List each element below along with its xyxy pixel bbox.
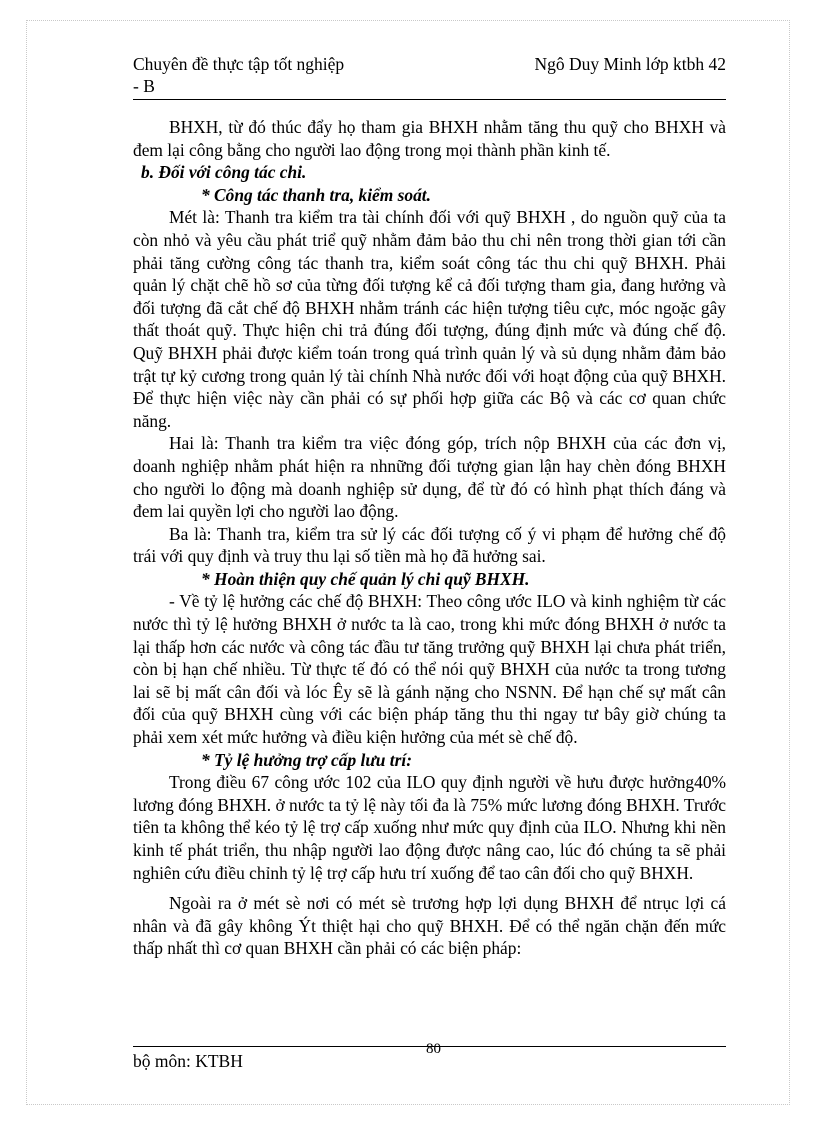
paragraph-bhxh-intro: BHXH, từ đó thúc đẩy họ tham gia BHXH nhằm tăng thu quỹ cho BHXH và đem lại công bằng cho người lao động trong mọi thành phần kinh tế. [133,117,726,160]
page-footer [133,1041,726,1073]
paragraph-third-point: Ba là: Thanh tra, kiểm tra sử lý các đối tượng cố ý vi phạm để hưởng chế độ trái với quy định và truy thu lại số tiền mà họ đã hưởng sai. [133,523,726,567]
document-body [133,116,726,960]
header-title-right: Ngô Duy Minh lớp ktbh 42 [534,54,726,74]
header-title-continuation: - B [133,76,155,96]
page-header [133,52,726,100]
paragraph-ilo-convention: Trong điều 67 công ước 102 của ILO quy định người về hưu được hưởng40% lương đóng BHXH. ở nước ta tỷ lệ này tối đa là 75% mức lương đóng BHXH. Trước tiên ta không thể kéo tỷ lệ trợ cấp xuống như mức quy định của ILO. Nhưng khi nền kinh tế phát triển, thu nhập người lao động được nâng cao, lúc đó chúng ta sẽ phải nghiên cứu điều chỉnh tỷ lệ trợ cấp hưu trí xuống để tao cân đối cho quỹ BHXH. [133,772,726,883]
paragraph-abuse-prevention: Ngoài ra ở mét sè nơi có mét sè trương hợp lợi dụng BHXH để ntrục lợi cá nhân và đã gây không Ýt thiệt hại cho quỹ BHXH. Để có thể ngăn chặn đến mức thấp nhất thì cơ quan BHXH cần phải có các biện pháp: [133,893,726,959]
paragraph-benefit-rate: - Về tỷ lệ hưởng các chế độ BHXH: Theo công ước ILO và kinh nghiệm từ các nước thì tỷ lệ hưởng BHXH ở nước ta là cao, trong khi mức đóng BHXH ở nước ta lại thấp hơn các nước và công tác đầu tư tăng trưởng quỹ BHXH lại chưa phát triển, còn bị hạn chế nhiều. Từ thực tế đó có thể nói quỹ BHXH của nước ta trong tương lai sẽ bị mất cân đối và lóc Êy sẽ là gánh nặng cho NSNN. Để hạn chế sự mất cân đối của quỹ BHXH cùng với các biện pháp tăng thu thi ngay tư bây giờ chúng ta phải xem xét mức hưởng và điều kiện hưởng của mét sè chế độ. [133,591,726,748]
header-title-left: Chuyên đề thực tập tốt nghiệp [133,54,345,74]
page-number: 80 [426,1041,441,1057]
subheading-inspection: * Công tác thanh tra, kiểm soát. [201,184,431,205]
paragraph-second-point: Hai là: Thanh tra kiểm tra việc đóng góp, trích nộp BHXH của các đơn vị, doanh nghiệp nhằm phát hiện ra nhnững đối tượng gian lận hay chèn đóng BHXH cho người lo động mà doanh nghiệp sử dụng, để từ đó có hình phạt thích đáng và đem lai quyền lợi cho người lao động. [133,433,726,522]
footer-department: bộ môn: KTBH [133,1051,243,1071]
subheading-regulation: * Hoàn thiện quy chế quản lý chi quỹ BHXH. [201,568,530,589]
header-rule [133,99,726,100]
section-heading-chi: b. Đối với công tác chi. [141,162,307,183]
subheading-pension-rate: * Tỷ lệ hưởng trợ cấp lưu trí: [201,749,412,770]
paragraph-first-point: Mét là: Thanh tra kiểm tra tài chính đối với quỹ BHXH , do nguồn quỹ của ta còn nhỏ và yêu cầu phát triể quỹ nhằm đảm bảo thu chi nên trong thời gian tới cần phải tăng cường công tác thanh tra, kiểm soát công tác thu chi quỹ BHXH. Phải quản lý chặt chẽ hồ sơ của từng đối tượng kể cả đối tượng tham gia, đang hưởng và đối tượng đã cắt chế độ BHXH nhằm tránh các hiện tượng tiêu cực, móc ngoặc gây thất thoát quỹ. Thực hiện chi trả đúng đối tượng, đúng định mức và đúng chế độ. Quỹ BHXH phải được kiểm toán trong quá trình quản lý và sủ dụng nhằm đảm bảo trật tự kỷ cương trong quản lý tài chính Nhà nước đối với hoạt động của quỹ BHXH. Để thực hiện việc này cần phải có sự phối hợp giữa các Bộ và các cơ quan chức năng. [133,207,726,431]
